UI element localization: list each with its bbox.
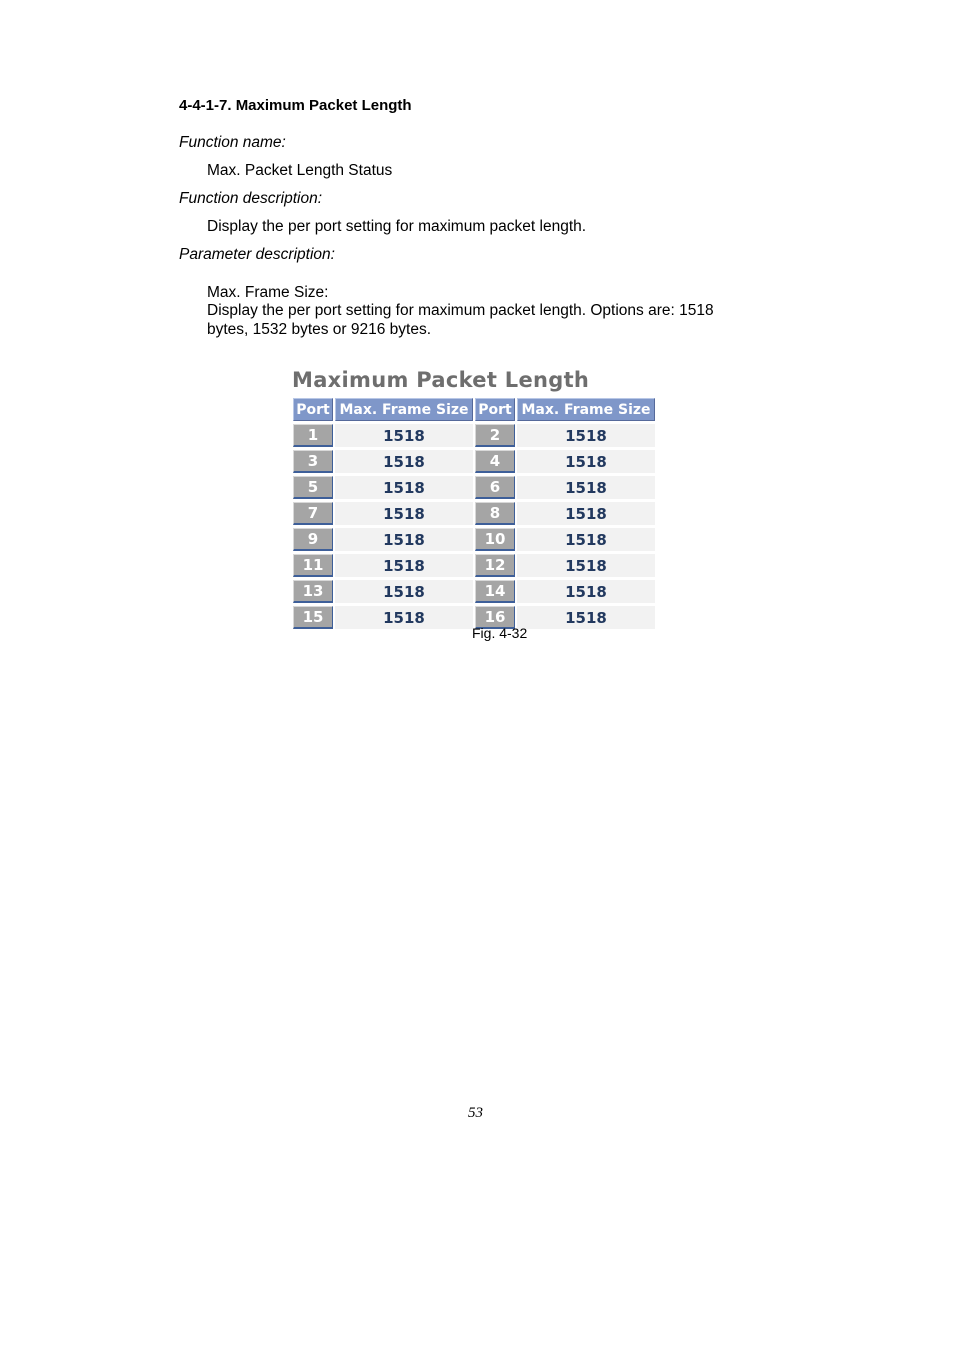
frame-size-cell: 1518 [517, 502, 655, 525]
port-cell: 15 [293, 606, 333, 629]
port-column-header: Port [293, 398, 333, 421]
figure-caption: Fig. 4-32 [472, 625, 528, 641]
table-row [293, 476, 655, 499]
port-cell: 5 [293, 476, 333, 499]
table-row [293, 528, 655, 551]
port-cell: 4 [475, 450, 515, 473]
parameter-name: Max. Frame Size: [207, 284, 329, 301]
max-packet-length-table [291, 395, 657, 632]
function-name-label: Function name: [179, 134, 286, 151]
frame-size-cell: 1518 [517, 528, 655, 551]
port-cell: 2 [475, 424, 515, 447]
port-cell: 3 [293, 450, 333, 473]
function-description-label: Function description: [179, 190, 323, 207]
frame-size-cell: 1518 [517, 424, 655, 447]
port-cell: 8 [475, 502, 515, 525]
section-heading: 4-4-1-7. Maximum Packet Length [179, 97, 412, 114]
port-cell: 16 [475, 606, 515, 629]
frame-size-cell: 1518 [517, 476, 655, 499]
frame-size-cell: 1518 [335, 476, 473, 499]
frame-size-cell: 1518 [517, 580, 655, 603]
frame-size-cell: 1518 [335, 606, 473, 629]
port-cell: 13 [293, 580, 333, 603]
frame-size-cell: 1518 [335, 554, 473, 577]
frame-size-cell: 1518 [517, 450, 655, 473]
table-row [293, 424, 655, 447]
port-column-header: Port [475, 398, 515, 421]
frame-size-cell: 1518 [517, 554, 655, 577]
parameter-description-line-2: bytes, 1532 bytes or 9216 bytes. [207, 321, 432, 338]
table-row [293, 502, 655, 525]
table-header-row [293, 398, 655, 421]
port-cell: 12 [475, 554, 515, 577]
table-row [293, 580, 655, 603]
port-cell: 10 [475, 528, 515, 551]
port-cell: 14 [475, 580, 515, 603]
port-cell: 1 [293, 424, 333, 447]
port-cell: 7 [293, 502, 333, 525]
parameter-description-label: Parameter description: [179, 246, 335, 263]
figure-title: Maximum Packet Length [292, 368, 590, 392]
frame-size-cell: 1518 [517, 606, 655, 629]
function-name-text: Max. Packet Length Status [207, 162, 393, 179]
table-row [293, 450, 655, 473]
function-description-text: Display the per port setting for maximum packet length. [207, 218, 587, 235]
frame-size-cell: 1518 [335, 580, 473, 603]
table-row [293, 554, 655, 577]
port-cell: 9 [293, 528, 333, 551]
frame-size-cell: 1518 [335, 502, 473, 525]
frame-size-cell: 1518 [335, 450, 473, 473]
frame-size-cell: 1518 [335, 424, 473, 447]
port-cell: 11 [293, 554, 333, 577]
max-frame-size-column-header: Max. Frame Size [517, 398, 655, 421]
page-number: 53 [468, 1105, 483, 1121]
max-frame-size-column-header: Max. Frame Size [335, 398, 473, 421]
parameter-description-line-1: Display the per port setting for maximum packet length. Options are: 1518 [207, 302, 714, 319]
port-cell: 6 [475, 476, 515, 499]
frame-size-cell: 1518 [335, 528, 473, 551]
